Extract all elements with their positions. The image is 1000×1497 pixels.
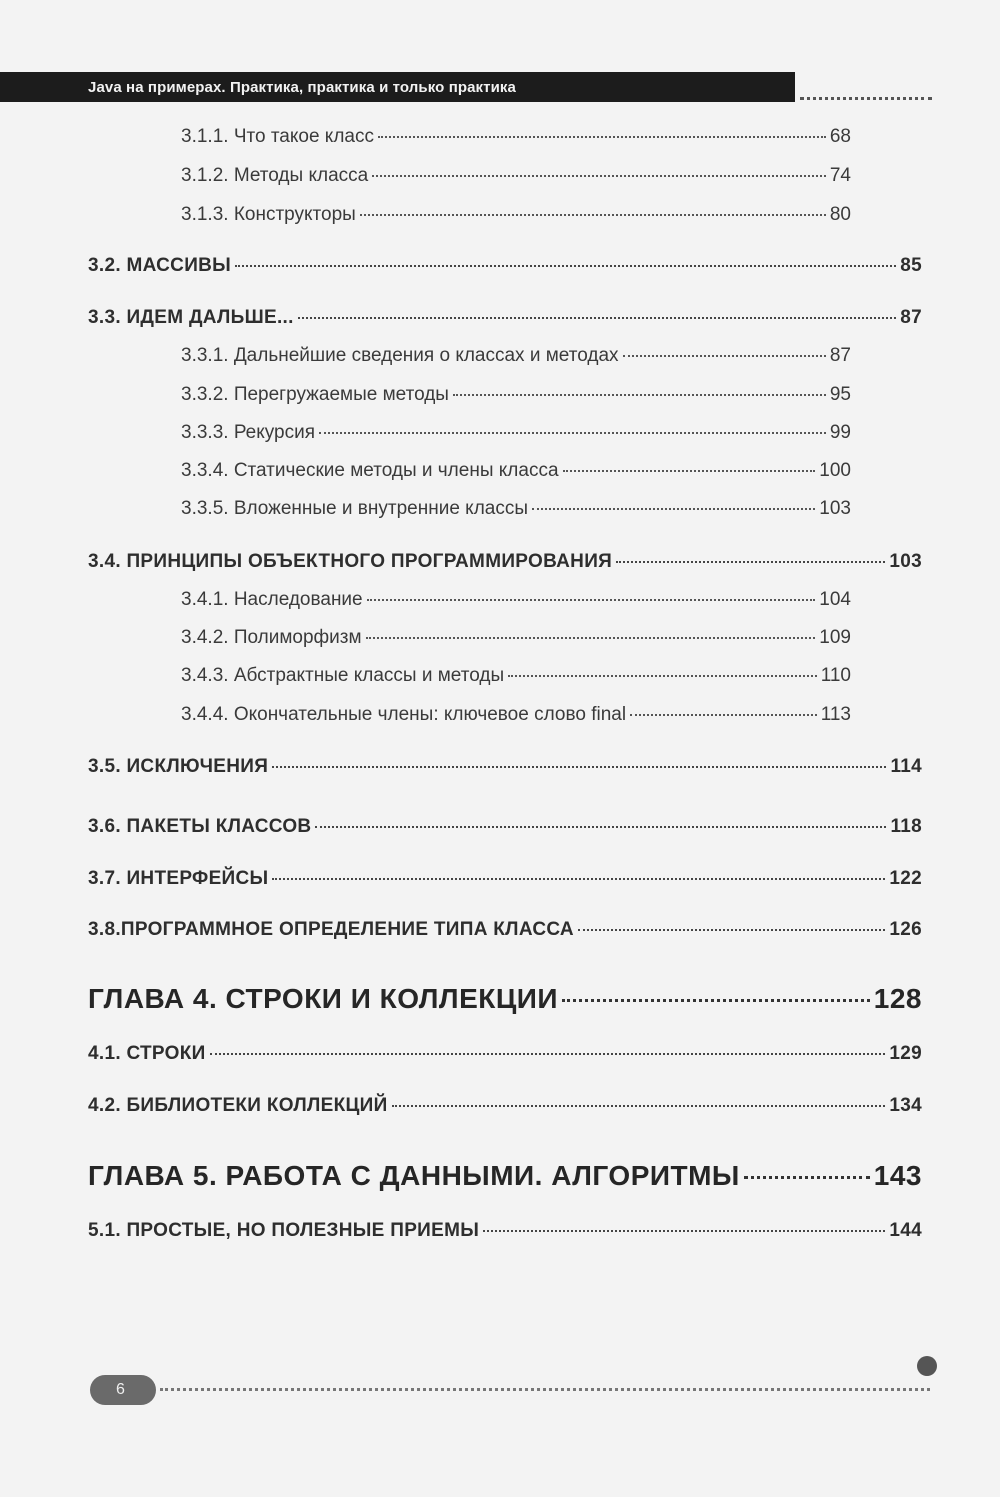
toc-entry-title: 3.4.4. Окончательные члены: ключевое слово final bbox=[181, 704, 627, 725]
toc-section-title: 3.2. МАССИВЫ bbox=[88, 255, 232, 276]
toc-entry-page: 110 bbox=[820, 665, 851, 686]
toc-section-title: 3.8.ПРОГРАММНОЕ ОПРЕДЕЛЕНИЕ ТИПА КЛАССА bbox=[88, 919, 574, 940]
toc-section-page: 134 bbox=[889, 1095, 922, 1116]
header-dotted-rule bbox=[800, 97, 932, 100]
toc-chapter-page: 143 bbox=[873, 1160, 922, 1191]
toc-entry-page: 113 bbox=[820, 704, 851, 725]
toc-section bbox=[88, 1095, 922, 1117]
toc-entry-title: 3.4.3. Абстрактные классы и методы bbox=[181, 665, 505, 686]
toc-entry-title: 3.3.2. Перегружаемые методы bbox=[181, 384, 449, 405]
toc-section-page: 144 bbox=[889, 1220, 922, 1241]
toc-section-title: 4.1. СТРОКИ bbox=[88, 1043, 206, 1064]
toc-entry-title: 3.3.5. Вложенные и внутренние классы bbox=[181, 498, 529, 519]
toc-section-title: 3.6. ПАКЕТЫ КЛАССОВ bbox=[88, 816, 312, 837]
running-header-title: Java на примерах. Практика, практика и только практика bbox=[88, 78, 516, 96]
toc-section-page: 129 bbox=[889, 1043, 922, 1064]
toc-section-page: 103 bbox=[889, 551, 922, 572]
dot-leader bbox=[623, 355, 826, 357]
dot-leader bbox=[532, 508, 815, 510]
toc-entry bbox=[181, 422, 851, 444]
toc-entry-title: 3.1.2. Методы класса bbox=[181, 165, 369, 186]
toc-entry-page: 95 bbox=[829, 384, 851, 405]
dot-leader bbox=[319, 432, 826, 434]
toc-entry bbox=[181, 589, 851, 611]
toc-section bbox=[88, 1220, 922, 1242]
toc-chapter-page: 128 bbox=[873, 983, 922, 1014]
dot-leader bbox=[272, 766, 886, 768]
toc-section-page: 126 bbox=[889, 919, 922, 940]
toc-section-title: 3.5. ИСКЛЮЧЕНИЯ bbox=[88, 756, 269, 777]
toc-entry-page: 87 bbox=[829, 345, 851, 366]
toc-entry bbox=[181, 460, 851, 482]
dot-leader bbox=[578, 929, 885, 931]
toc-section-title: 5.1. ПРОСТЫЕ, НО ПОЛЕЗНЫЕ ПРИЕМЫ bbox=[88, 1220, 480, 1241]
toc-section bbox=[88, 868, 922, 890]
footer-dotted-rule bbox=[160, 1388, 930, 1391]
toc-entry-title: 3.1.3. Конструкторы bbox=[181, 204, 356, 225]
toc-entry-page: 68 bbox=[829, 126, 851, 147]
dot-leader bbox=[367, 599, 816, 601]
toc-section-page: 118 bbox=[890, 816, 922, 837]
toc-section-title: 3.3. ИДЕМ ДАЛЬШЕ... bbox=[88, 307, 294, 328]
toc-section bbox=[88, 551, 922, 573]
toc-entry-page: 100 bbox=[819, 460, 851, 481]
toc-entry-page: 80 bbox=[829, 204, 851, 225]
toc-section-title: 4.2. БИБЛИОТЕКИ КОЛЛЕКЦИЙ bbox=[88, 1095, 388, 1116]
toc-section-title: 3.4. ПРИНЦИПЫ ОБЪЕКТНОГО ПРОГРАММИРОВАНИЯ bbox=[88, 551, 613, 572]
toc-entry-title: 3.3.1. Дальнейшие сведения о классах и методах bbox=[181, 345, 619, 366]
toc-section bbox=[88, 756, 922, 778]
toc-section bbox=[88, 1043, 922, 1065]
toc-section bbox=[88, 919, 922, 941]
dot-leader bbox=[563, 470, 816, 472]
toc-entry-page: 99 bbox=[829, 422, 851, 443]
toc-section bbox=[88, 307, 922, 329]
dot-leader bbox=[562, 999, 870, 1002]
toc-entry-title: 3.4.1. Наследование bbox=[181, 589, 363, 610]
toc-entry bbox=[181, 126, 851, 148]
toc-chapter-title: ГЛАВА 5. РАБОТА С ДАННЫМИ. АЛГОРИТМЫ bbox=[88, 1160, 740, 1191]
dot-leader bbox=[508, 675, 817, 677]
footer-bullet bbox=[917, 1356, 937, 1376]
dot-leader bbox=[315, 826, 886, 828]
dot-leader bbox=[360, 214, 826, 216]
toc-chapter bbox=[88, 983, 922, 1015]
page-number-badge bbox=[90, 1375, 156, 1405]
toc-section-page: 87 bbox=[900, 307, 922, 328]
toc-section-title: 3.7. ИНТЕРФЕЙСЫ bbox=[88, 868, 269, 889]
dot-leader bbox=[366, 637, 816, 639]
toc-entry-page: 103 bbox=[819, 498, 851, 519]
dot-leader bbox=[392, 1105, 886, 1107]
dot-leader bbox=[453, 394, 826, 396]
dot-leader bbox=[210, 1053, 886, 1055]
dot-leader bbox=[744, 1176, 870, 1179]
toc-section-page: 122 bbox=[889, 868, 922, 889]
toc-entry bbox=[181, 498, 851, 520]
toc-entry bbox=[181, 204, 851, 226]
toc-section-page: 85 bbox=[900, 255, 922, 276]
toc-entry bbox=[181, 384, 851, 406]
running-header bbox=[0, 72, 795, 102]
dot-leader bbox=[616, 561, 885, 563]
toc-entry bbox=[181, 165, 851, 187]
toc-entry bbox=[181, 665, 851, 687]
page-number: 6 bbox=[116, 1381, 125, 1398]
toc-chapter-title: ГЛАВА 4. СТРОКИ И КОЛЛЕКЦИИ bbox=[88, 983, 559, 1014]
dot-leader bbox=[630, 714, 817, 716]
toc-section bbox=[88, 255, 922, 277]
toc-entry-title: 3.3.4. Статические методы и члены класса bbox=[181, 460, 559, 481]
dot-leader bbox=[372, 175, 826, 177]
toc-entry-page: 109 bbox=[819, 627, 851, 648]
toc-entry-page: 74 bbox=[829, 165, 851, 186]
toc-chapter bbox=[88, 1160, 922, 1192]
toc-entry-title: 3.4.2. Полиморфизм bbox=[181, 627, 362, 648]
toc-entry bbox=[181, 704, 851, 726]
toc-entry bbox=[181, 345, 851, 367]
dot-leader bbox=[483, 1230, 885, 1232]
toc-entry-title: 3.1.1. Что такое класс bbox=[181, 126, 374, 147]
dot-leader bbox=[235, 265, 896, 267]
toc-entry bbox=[181, 627, 851, 649]
dot-leader bbox=[378, 136, 826, 138]
toc-entry-title: 3.3.3. Рекурсия bbox=[181, 422, 316, 443]
dot-leader bbox=[298, 317, 897, 319]
dot-leader bbox=[272, 878, 885, 880]
toc-section-page: 114 bbox=[890, 756, 922, 777]
toc-entry-page: 104 bbox=[819, 589, 851, 610]
toc-section bbox=[88, 816, 922, 838]
